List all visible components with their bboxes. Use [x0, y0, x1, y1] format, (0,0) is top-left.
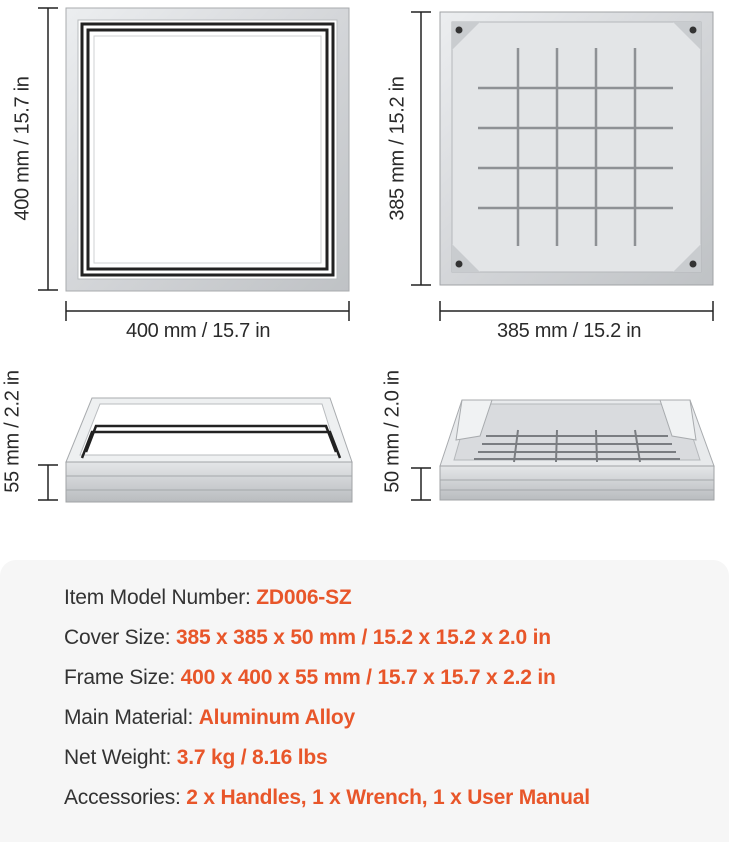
cover-top-view	[440, 12, 713, 285]
frame-height-label: 400 mm / 15.7 in	[11, 76, 34, 221]
frame-height-dimension	[38, 8, 58, 290]
spec-value: ZD006-SZ	[256, 586, 352, 609]
spec-value: Aluminum Alloy	[198, 706, 355, 729]
frame-width-label: 400 mm / 15.7 in	[126, 320, 271, 342]
spec-cover-size	[64, 626, 551, 650]
frame-side-dimension	[38, 465, 58, 500]
cover-side-dimension	[411, 468, 431, 500]
spec-frame-size	[64, 666, 556, 690]
spec-model-number	[64, 586, 352, 610]
spec-label: Accessories:	[64, 786, 187, 809]
frame-top-view	[66, 8, 349, 291]
spec-label: Cover Size:	[64, 626, 176, 649]
spec-value: 385 x 385 x 50 mm / 15.2 x 15.2 x 2.0 in	[175, 626, 551, 649]
cover-width-label: 385 mm / 15.2 in	[497, 320, 642, 342]
spec-label: Main Material:	[64, 706, 199, 729]
cover-width-dimension	[440, 301, 713, 321]
spec-label: Net Weight:	[64, 746, 177, 769]
frame-side-view	[66, 398, 352, 502]
spec-label: Frame Size:	[64, 666, 181, 689]
frame-width-dimension	[66, 301, 349, 321]
cover-side-height-label: 50 mm / 2.0 in	[381, 370, 404, 493]
frame-side-height-label: 55 mm / 2.2 in	[1, 370, 24, 493]
spec-accessories	[64, 786, 590, 810]
specifications-panel	[0, 560, 729, 842]
spec-value: 400 x 400 x 55 mm / 15.7 x 15.7 x 2.2 in	[180, 666, 556, 689]
spec-main-material	[64, 706, 355, 730]
cover-height-dimension	[411, 12, 431, 285]
spec-value: 3.7 kg / 8.16 lbs	[176, 746, 328, 769]
spec-net-weight	[64, 746, 327, 770]
spec-label: Item Model Number:	[64, 586, 257, 609]
spec-value: 2 x Handles, 1 x Wrench, 1 x User Manual	[186, 786, 590, 809]
cover-side-view	[440, 400, 714, 500]
cover-height-label: 385 mm / 15.2 in	[386, 76, 409, 221]
